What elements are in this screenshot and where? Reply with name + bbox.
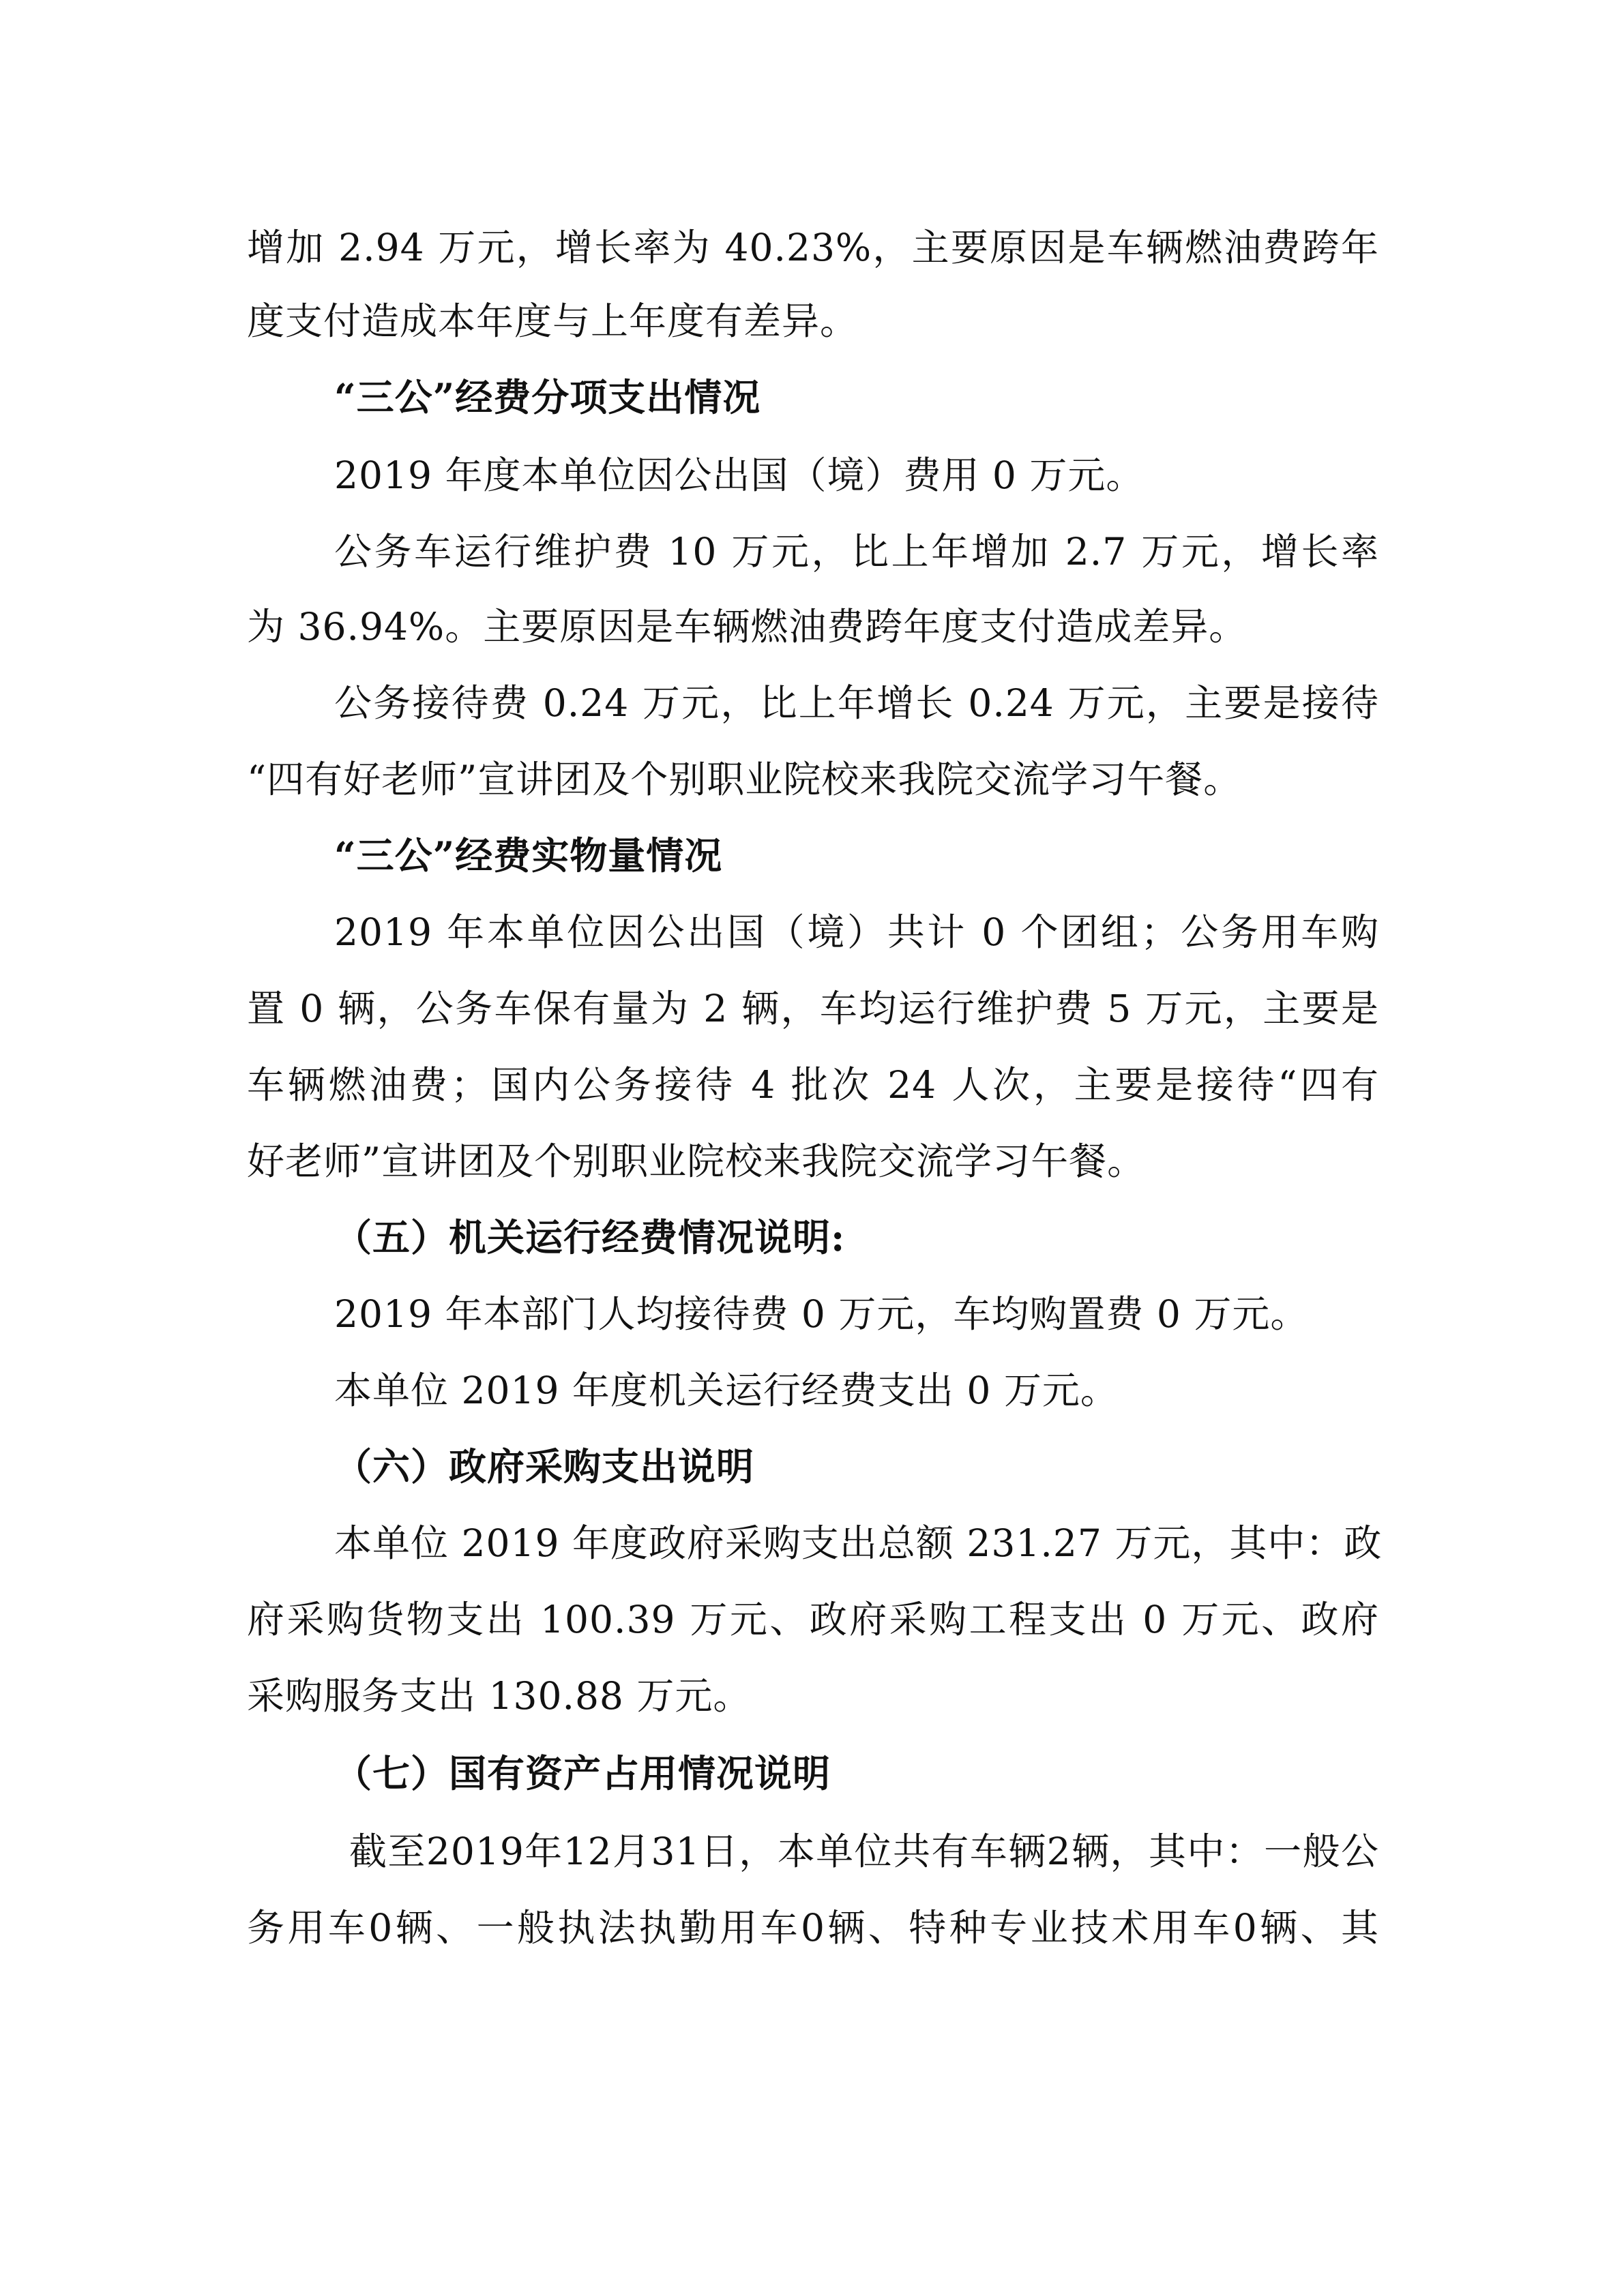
paragraph-line: 2019 年度本单位因公出国（境）费用 0 万元。 [334,453,1145,497]
paragraph-line: 置 0 辆，公务车保有量为 2 辆，车均运行维护费 5 万元，主要是 [247,987,1379,1030]
paragraph-line: 公务车运行维护费 10 万元，比上年增加 2.7 万元，增长率 [334,530,1379,573]
section-heading: “三公”经费分项支出情况 [334,375,761,419]
paragraph-line: 公务接待费 0.24 万元，比上年增长 0.24 万元，主要是接待 [334,681,1379,725]
paragraph-line: 度支付造成本年度与上年度有差异。 [247,299,859,343]
paragraph-line: 务用车0辆、一般执法执勤用车0辆、特种专业技术用车0辆、其 [247,1906,1379,1950]
paragraph-line: 2019 年本单位因公出国（境）共计 0 个团组；公务用车购 [334,910,1379,954]
section-heading: （六）政府采购支出说明 [334,1444,755,1489]
paragraph-line: 采购服务支出 130.88 万元。 [247,1674,752,1718]
paragraph-line: 2019 年本部门人均接待费 0 万元，车均购置费 0 万元。 [334,1292,1309,1336]
paragraph-line: 增加 2.94 万元，增长率为 40.23%，主要原因是车辆燃油费跨年 [247,226,1379,269]
paragraph-line: 好老师”宣讲团及个别职业院校来我院交流学习午餐。 [247,1139,1146,1183]
paragraph-line: “四有好老师”宣讲团及个别职业院校来我院交流学习午餐。 [247,758,1242,801]
section-heading: （七）国有资产占用情况说明 [334,1751,831,1795]
paragraph-line: 为 36.94%。主要原因是车辆燃油费跨年度支付造成差异。 [247,605,1247,648]
paragraph-line: 车辆燃油费；国内公务接待 4 批次 24 人次，主要是接待“四有 [247,1063,1379,1107]
paragraph-line: 本单位 2019 年度机关运行经费支出 0 万元。 [334,1369,1119,1412]
section-heading: “三公”经费实物量情况 [334,833,723,878]
paragraph-line: 本单位 2019 年度政府采购支出总额 231.27 万元，其中：政 [334,1521,1383,1565]
paragraph-line: 府采购货物支出 100.39 万元、政府采购工程支出 0 万元、政府 [247,1598,1379,1641]
section-heading: （五）机关运行经费情况说明: [334,1215,846,1259]
paragraph-line: 截至2019年12月31日，本单位共有车辆2辆，其中：一般公 [349,1830,1379,1873]
